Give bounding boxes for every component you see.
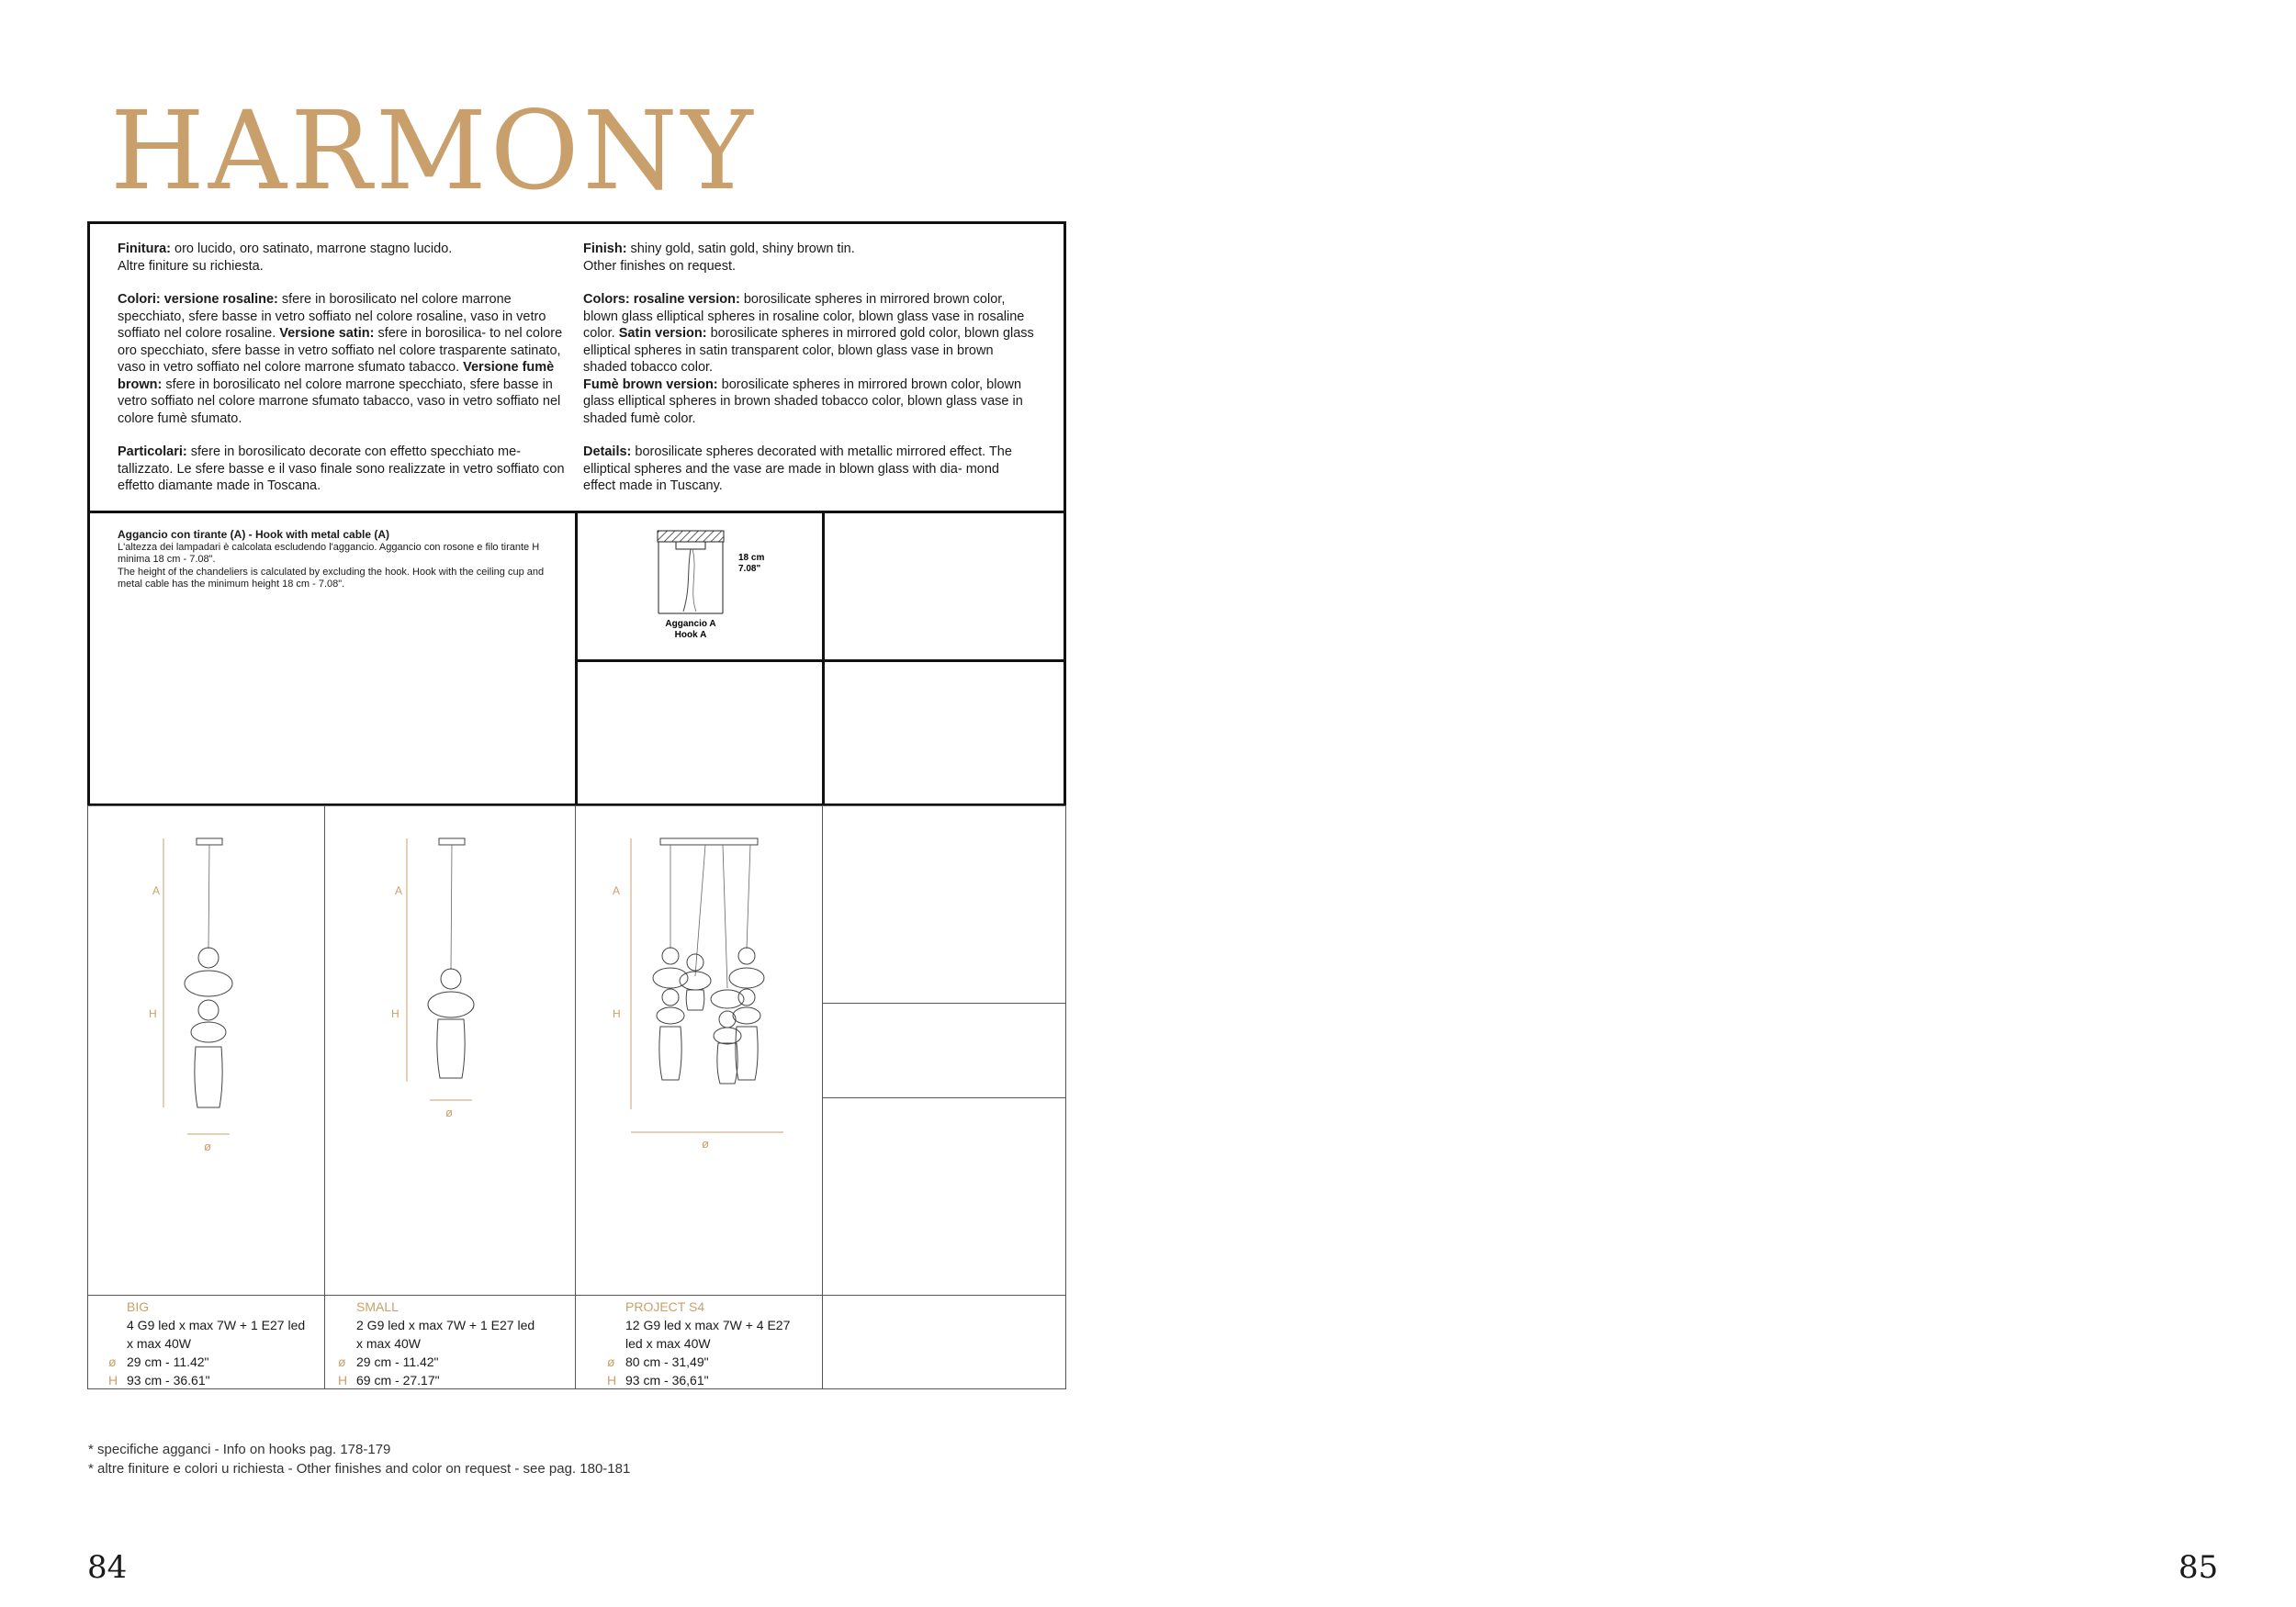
suspension-cable (451, 845, 452, 970)
spec-cell-empty (822, 1295, 1066, 1389)
diameter-label: ø (204, 1140, 211, 1153)
bulbs: 12 G9 led x max 7W + 4 E27 (625, 1318, 791, 1332)
glass-sphere (738, 989, 755, 1006)
glass-sphere (719, 1011, 736, 1028)
spec-big (108, 1298, 305, 1389)
suspension-cable (208, 845, 209, 949)
glass-ellipse (653, 968, 688, 988)
suspension-cable (747, 845, 750, 949)
hook-heading: Aggancio con tirante (A) - Hook with metal cable (A) (118, 528, 390, 541)
hook-text-en: The height of the chandeliers is calculated by excluding the hook. Hook with the ceiling cup and metal cable has the minimum height 18 cm - 7.08". (118, 566, 545, 590)
diameter-symbol: ø (108, 1354, 117, 1369)
bulbs-line2: x max 40W (356, 1336, 422, 1351)
footnote-hooks: * specifiche agganci - Info on hooks pag. 178-179 (88, 1442, 391, 1457)
dimension-h-label: H (391, 1007, 400, 1020)
glass-ellipse (733, 1007, 760, 1024)
drawing-small (325, 806, 575, 1295)
diameter-symbol: ø (607, 1354, 615, 1369)
diameter-label: ø (445, 1106, 453, 1119)
glass-vase (659, 1027, 681, 1080)
product-title: HARMONY (110, 87, 757, 214)
description-english: Finish: shiny gold, satin gold, shiny brown tin. Other finishes on request. Colors: rosaline version: borosilicate spheres in mirrored brown color, blown glass elliptical spheres in rosaline color, blown glass vase in rosaline color. Satin version: borosilicate spheres in mirrored gold color, blown glass elliptical spheres in satin transparent color, blown glass vase in brown shaded tobacco color. Fumè brown version: borosilicate spheres in mirrored brown color, blown glass elliptical spheres in brown shaded tobacco color, blown glass vase in shaded fumè color. Details: borosilicate spheres decorated with metallic mirrored effect. The elliptical spheres and the vase are made in blown glass with dia- mond effect made in Tuscany. (583, 242, 1034, 493)
glass-sphere (662, 989, 679, 1006)
dimension-a-label: A (613, 884, 621, 897)
height-value: 69 cm - 27.17" (356, 1373, 440, 1388)
hook-diagram (643, 523, 790, 647)
bulbs-line2: x max 40W (127, 1336, 192, 1351)
drawing-big (88, 806, 324, 1295)
height-symbol: H (338, 1373, 348, 1388)
diameter-symbol: ø (338, 1354, 346, 1369)
height-symbol: H (607, 1373, 617, 1388)
hook-empty-cell-3 (822, 659, 1066, 806)
glass-ellipse (714, 1028, 741, 1044)
glass-vase (717, 1043, 737, 1084)
drawing-project (576, 806, 822, 1295)
glass-vase (437, 1019, 465, 1078)
hook-text-it: L'altezza dei lampadari è calcolata escludendo l'aggancio. Aggancio con rosone e filo tirante H minima 18 cm - 7.08". (118, 541, 540, 565)
footnotes (88, 1440, 630, 1478)
height-value: 93 cm - 36.61" (127, 1373, 210, 1388)
glass-ellipse (185, 971, 232, 996)
suspension-cable (695, 845, 705, 976)
ceiling-cup (439, 838, 465, 845)
hook-label-it: Aggancio A (665, 619, 716, 629)
hook-empty-cell-1 (822, 511, 1066, 662)
hook-cable-2 (692, 549, 696, 612)
hook-label-en: Hook A (674, 630, 707, 640)
glass-ellipse (657, 1007, 684, 1024)
hook-empty-cell-2 (575, 659, 825, 806)
bulbs: 2 G9 led x max 7W + 1 E27 led (356, 1318, 535, 1332)
product-name: SMALL (356, 1299, 399, 1314)
glass-sphere (198, 1000, 219, 1020)
spec-project (607, 1298, 790, 1389)
hook-cm-label: 18 cm (738, 553, 765, 563)
ceiling-cup (197, 838, 222, 845)
dimension-h-label: H (613, 1007, 621, 1020)
glass-sphere (738, 948, 755, 964)
suspension-cable (723, 845, 727, 988)
glass-sphere (662, 948, 679, 964)
diameter-label: ø (702, 1137, 709, 1151)
dimension-a-label: A (395, 884, 403, 897)
diameter-value: 29 cm - 11.42" (356, 1354, 439, 1369)
bulbs: 4 G9 led x max 7W + 1 E27 led (127, 1318, 306, 1332)
glass-vase (195, 1047, 222, 1107)
ceiling-canopy (660, 838, 758, 845)
bulbs-line2: led x max 40W (625, 1336, 711, 1351)
height-value: 93 cm - 36,61" (625, 1373, 709, 1388)
footnote-finishes: * altre finiture e colori u richiesta - Other finishes and color on request - see pag. 180-181 (88, 1461, 631, 1477)
diameter-value: 80 cm - 31,49" (625, 1354, 709, 1369)
glass-sphere (198, 948, 219, 968)
dimension-a-label: A (152, 884, 161, 897)
dimension-h-label: H (149, 1007, 157, 1020)
hook-info-text (118, 529, 549, 591)
glass-ellipse (191, 1022, 226, 1042)
hook-cable (683, 549, 691, 612)
glass-vase (736, 1027, 758, 1080)
empty-cell-c (822, 1097, 1066, 1296)
empty-cell-b (822, 1003, 1066, 1098)
glass-ellipse (428, 992, 474, 1017)
glass-vase (686, 990, 704, 1010)
product-name: BIG (127, 1299, 150, 1314)
diameter-value: 29 cm - 11.42" (127, 1354, 209, 1369)
glass-sphere (687, 954, 703, 971)
page-number-right: 85 (2178, 1549, 2219, 1586)
height-symbol: H (108, 1373, 118, 1388)
description-italian: Finitura: oro lucido, oro satinato, marrone stagno lucido. Altre finiture su richiesta. Colori: versione rosaline: sfere in borosilicato nel colore marrone specchiato, sfere basse in vetro soffiato nel colore rosaline, vaso in vetro soffiato nel colore rosaline. Versione satin: sfere in borosilica- to nel colore oro specchiato, sfere basse in vetro soffiato nel colore trasparente satinato, vaso in vetro soffiato nel colore marrone sfumato tabacco. Versione fumè brown: sfere in borosilicato nel colore marrone specchiato, sfere basse in vetro soffiato nel colore marrone sfumato tabacco, vaso in vetro soffiato nel colore fumè sfumato. Particolari: sfere in borosilicato decorate con effetto specchiato me- tallizzato. Le sfere basse e il vaso finale sono realizzate in vetro soffiato con effetto diamante made in Toscana. (118, 242, 565, 493)
spec-small (338, 1298, 535, 1389)
ceiling-hatch (658, 531, 724, 542)
ceiling-cup (676, 542, 705, 549)
glass-sphere (441, 969, 461, 989)
product-name: PROJECT S4 (625, 1299, 705, 1314)
hook-in-label: 7.08" (738, 564, 761, 574)
glass-ellipse (729, 968, 764, 988)
empty-cell-a (822, 805, 1066, 1004)
page-number-left: 84 (87, 1549, 128, 1586)
